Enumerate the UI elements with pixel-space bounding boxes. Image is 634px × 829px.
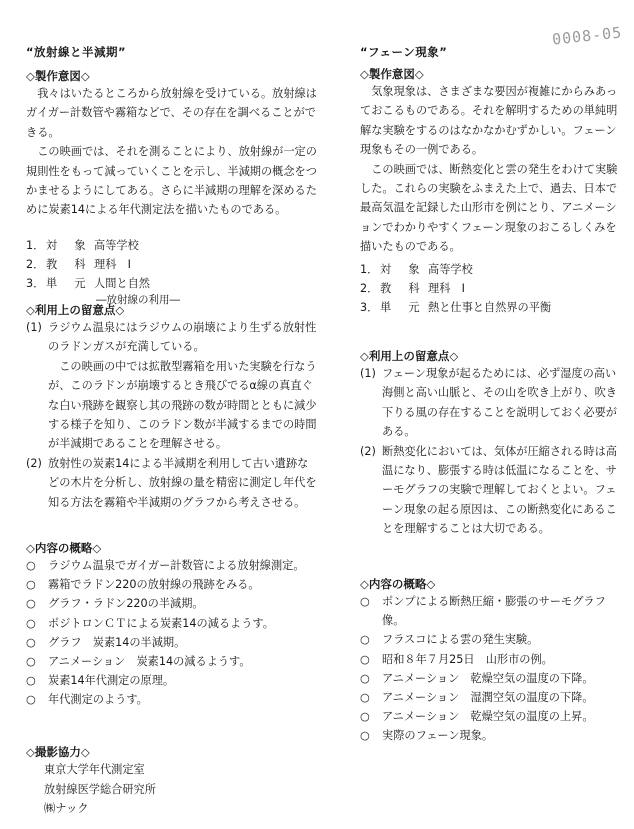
content-text: アニメーション 乾燥空気の温度の上昇。: [382, 710, 594, 724]
bullet-icon: ○: [26, 597, 36, 611]
left-intent-heading: ◇製作意図◇: [26, 69, 90, 83]
note-text: 断熱変化においては、気体が圧縮される時は高温になり、膨張する時は低温になることを、サーモグラフの実験で理解しておくとよい。フェーン現象の起る原因は、この断熱変化にあることを理解することは大切である。: [382, 444, 617, 536]
right-details: [360, 260, 622, 318]
bullet-icon: ○: [26, 635, 36, 649]
content-item: [360, 630, 622, 649]
content-text: アニメーション 乾燥空気の温度の下降。: [382, 671, 594, 685]
content-item: [360, 669, 622, 688]
credit-item: 東京大学年代測定室: [44, 763, 145, 776]
bullet-icon: ○: [360, 671, 370, 685]
content-item: [360, 688, 622, 707]
content-text: アニメーション 炭素14の減るようす。: [48, 655, 251, 669]
content-text: ポンプによる断熱圧縮・膨張のサーモグラフ像。: [382, 595, 606, 628]
note-continuation: この映画の中では拡散型霧箱を用いた実験を行なうが、このラドンが崩壊するとき飛びでるα線の真直ぐな白い飛跡を観察し其の飛跡の数が時間とともに減少する様子を知り、このラドン数が半減するまでの時間が半減期であることを理解させる。: [48, 359, 317, 451]
content-text: ポジトロンＣＴによる炭素14の減るようす。: [48, 616, 274, 630]
detail-row: [360, 298, 622, 317]
note-marker: (1): [360, 367, 376, 380]
right-title: “フェーン現象”: [360, 45, 448, 59]
content-item: [26, 652, 318, 671]
bullet-icon: ○: [360, 652, 370, 666]
content-item: [26, 633, 318, 652]
bullet-icon: ○: [360, 710, 370, 724]
detail-number: 3．: [360, 301, 379, 315]
left-title: “放射線と半減期”: [26, 45, 127, 59]
bullet-icon: ○: [26, 655, 36, 669]
content-item: [26, 575, 318, 594]
right-contents: [360, 592, 622, 746]
note-item: [360, 442, 622, 539]
detail-row: [26, 255, 318, 274]
left-notes: [26, 318, 318, 512]
bullet-icon: ○: [360, 633, 370, 647]
detail-value: 理科 Ⅰ: [428, 282, 465, 296]
note-marker: (2): [360, 444, 376, 458]
note-text: ラジウム温泉にはラジウムの崩壊により生ずる放射性のラドンガスが充満している。: [48, 321, 317, 354]
left-details: [26, 236, 318, 306]
document-number-stamp: 0008-05: [551, 23, 623, 49]
content-text: 昭和８年７月25日 山形市の例。: [382, 652, 553, 666]
bullet-icon: ○: [26, 693, 36, 707]
detail-value: 高等学校: [428, 263, 473, 276]
content-item: [360, 726, 622, 745]
left-intent-section: [26, 84, 318, 220]
content-item: [26, 614, 318, 633]
bullet-icon: ○: [26, 674, 36, 688]
left-contents: [26, 556, 318, 710]
left-notes-heading: ◇利用上の留意点◇: [26, 303, 125, 317]
content-text: グラフ・ラドン220の半減期。: [48, 597, 204, 611]
bullet-icon: ○: [26, 578, 36, 592]
note-item: [26, 454, 318, 512]
unit-subtitle: ―放射線の利用―: [96, 293, 180, 306]
detail-value: 高等学校: [94, 239, 139, 252]
right-notes: [360, 364, 622, 539]
bullet-icon: ○: [360, 595, 370, 608]
detail-row: [26, 274, 318, 293]
content-item: [26, 671, 318, 690]
left-intent-paragraph-2: この映画では、それを測ることにより、放射線が一定の規則性をもって減っていくことを示し、半減期の概念をつかませるようにしてある。さらに半減期の理解を深めるために炭素14による年代測定法を描いたものである。: [26, 145, 317, 217]
credit-item: ㈱ナック: [44, 802, 89, 816]
content-item: [26, 594, 318, 613]
credits-list: [26, 760, 336, 819]
content-text: 実際のフェーン現象。: [382, 729, 494, 743]
detail-key: 対 象: [46, 239, 89, 252]
right-intent-heading: ◇製作意図◇: [360, 67, 424, 81]
content-text: フラスコによる雲の発生実験。: [382, 633, 539, 647]
credits-heading: ◇撮影協力◇: [26, 745, 90, 759]
right-intent-paragraph-1: 気象現象は、さまざまな要因が複雑にからみあっておこるものである。それを解明するための単純明解な実験をするのはなかなかむずかしい。フェーン現象もその一例である。: [360, 85, 618, 157]
content-text: アニメーション 湿潤空気の温度の下降。: [382, 691, 594, 705]
detail-number: 2．: [360, 282, 379, 296]
content-text: グラフ 炭素14の半減期。: [48, 635, 186, 649]
note-text: 放射性の炭素14による半減期を利用して古い遺跡などの木片を分析し、放射線の量を精密に測定し年代を知る方法を霧箱や半減期のグラフから考えさせる。: [48, 456, 317, 509]
detail-row: [26, 236, 318, 255]
note-marker: (1): [26, 321, 42, 334]
right-intent-paragraph-2: この映画では、断熱変化と雲の発生をわけて実験した。これらの実験をふまえた上で、過去、日本で最高気温を記録した山形市を例にとり、アニメーションでわかりやすくフェーン現象のおこるしくみを描いたものである。: [360, 162, 618, 254]
detail-number: 1．: [360, 263, 379, 276]
bullet-icon: ○: [360, 729, 370, 743]
detail-key: 教 科: [46, 258, 89, 272]
bullet-icon: ○: [26, 559, 36, 572]
content-item: [26, 690, 318, 709]
note-marker: (2): [26, 456, 42, 470]
content-item: [360, 592, 622, 630]
detail-value: 人間と自然: [94, 277, 150, 291]
detail-number: 1．: [26, 239, 45, 252]
content-text: 霧箱でラドン220の放射線の飛跡をみる。: [48, 578, 260, 592]
content-item: [360, 707, 622, 726]
right-contents-heading: ◇内容の概略◇: [360, 577, 436, 591]
right-intent-section: [360, 82, 622, 257]
content-text: 炭素14年代測定の原理。: [48, 674, 175, 688]
detail-number: 2．: [26, 258, 45, 272]
left-intent-paragraph-1: 我々はいたるところから放射線を受けている。放射線はガイガー計数管や霧箱などで、その存在を調べることができる。: [26, 87, 317, 139]
detail-value: 理科 Ⅰ: [94, 258, 131, 272]
content-text: 年代測定のようす。: [48, 693, 148, 707]
detail-key: 単 元: [380, 301, 423, 315]
detail-key: 単 元: [46, 277, 89, 291]
detail-key: 教 科: [380, 282, 423, 296]
bullet-icon: ○: [26, 616, 36, 630]
note-text: フェーン現象が起るためには、必ず湿度の高い海側と高い山脈と、その山を吹き上がり、吹き下りる風の存在することを説明しておく必要がある。: [382, 367, 617, 439]
left-contents-heading: ◇内容の概略◇: [26, 541, 102, 555]
note-item: [26, 318, 318, 357]
note-item: [360, 364, 622, 442]
content-item: [360, 650, 622, 669]
content-text: ラジウム温泉でガイガー計数管による放射線測定。: [48, 559, 305, 572]
detail-value: 熱と仕事と自然界の平衡: [428, 301, 552, 315]
credit-item: 放射線医学総合研究所: [44, 782, 156, 796]
detail-key: 対 象: [380, 263, 423, 276]
detail-number: 3．: [26, 277, 45, 291]
detail-row: [360, 279, 622, 298]
content-item: [26, 556, 318, 575]
bullet-icon: ○: [360, 691, 370, 705]
right-notes-heading: ◇利用上の留意点◇: [360, 349, 459, 363]
detail-row: [360, 260, 622, 279]
